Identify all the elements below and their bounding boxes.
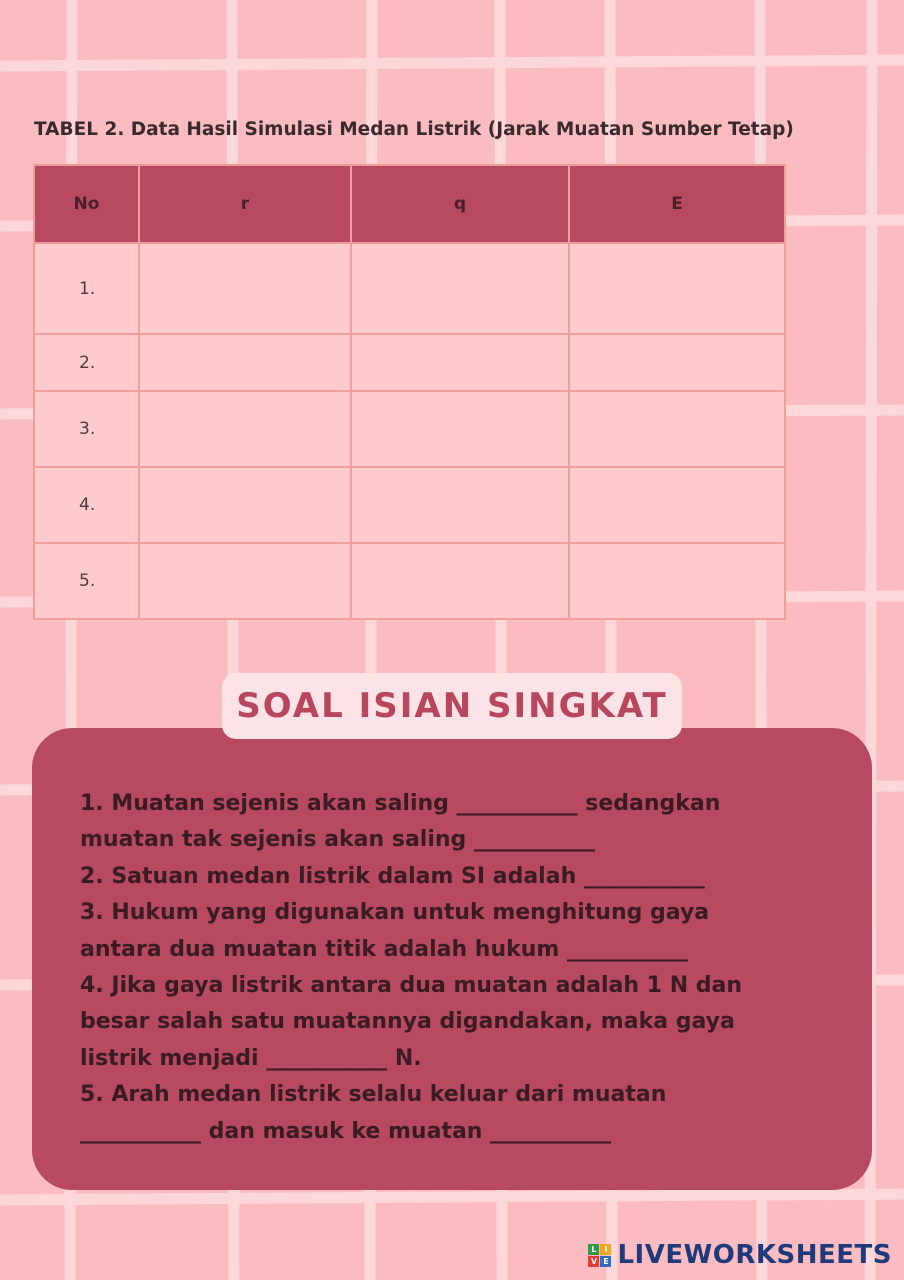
liveworksheets-logo-icon: L I V E bbox=[588, 1244, 611, 1267]
questions-list bbox=[80, 786, 840, 1150]
table-row bbox=[34, 334, 785, 391]
section-heading: SOAL ISIAN SINGKAT bbox=[236, 686, 668, 726]
table-row bbox=[34, 543, 785, 619]
row-number: 4. bbox=[34, 467, 139, 543]
table-row bbox=[34, 467, 785, 543]
column-header-r: r bbox=[139, 165, 351, 243]
brand-name: LIVEWORKSHEETS bbox=[617, 1240, 892, 1270]
question-line: 3. Hukum yang digunakan untuk menghitung gaya bbox=[80, 900, 710, 926]
column-header-no: No bbox=[34, 165, 139, 243]
data-table bbox=[33, 164, 786, 620]
cell-q-input[interactable] bbox=[351, 334, 569, 391]
question-line: 1. Muatan sejenis akan saling ___________ sedangkan bbox=[80, 791, 721, 816]
row-number: 1. bbox=[34, 243, 139, 334]
cell-r-input[interactable] bbox=[139, 467, 351, 543]
cell-q-input[interactable] bbox=[351, 391, 569, 467]
question-line: ___________ dan masuk ke muatan ___________ bbox=[80, 1118, 612, 1144]
table-row bbox=[34, 391, 785, 467]
cell-e-input[interactable] bbox=[569, 334, 785, 391]
cell-e-input[interactable] bbox=[569, 543, 785, 619]
question-line: listrik menjadi ___________ N. bbox=[80, 1045, 422, 1071]
question-line: 2. Satuan medan listrik dalam SI adalah ___________ bbox=[80, 863, 705, 889]
cell-e-input[interactable] bbox=[569, 391, 785, 467]
cell-q-input[interactable] bbox=[351, 243, 569, 334]
cell-e-input[interactable] bbox=[569, 243, 785, 334]
cell-r-input[interactable] bbox=[139, 243, 351, 334]
question-line: 5. Arah medan listrik selalu keluar dari muatan bbox=[80, 1082, 667, 1108]
row-number: 2. bbox=[34, 334, 139, 391]
section-heading-pill bbox=[222, 673, 682, 739]
question-line: muatan tak sejenis akan saling ___________ bbox=[80, 827, 595, 853]
row-number: 5. bbox=[34, 543, 139, 619]
cell-e-input[interactable] bbox=[569, 467, 785, 543]
row-number: 3. bbox=[34, 391, 139, 467]
question-line: 4. Jika gaya listrik antara dua muatan adalah 1 N dan bbox=[80, 972, 743, 998]
table-title: TABEL 2. Data Hasil Simulasi Medan Listrik (Jarak Muatan Sumber Tetap) bbox=[34, 119, 794, 140]
cell-r-input[interactable] bbox=[139, 543, 351, 619]
cell-q-input[interactable] bbox=[351, 543, 569, 619]
question-line: antara dua muatan titik adalah hukum ___________ bbox=[80, 936, 689, 962]
question-line: besar salah satu muatannya digandakan, maka gaya bbox=[80, 1009, 735, 1035]
table-header-row bbox=[34, 165, 785, 243]
cell-r-input[interactable] bbox=[139, 334, 351, 391]
table-row bbox=[34, 243, 785, 334]
liveworksheets-footer bbox=[588, 1240, 892, 1270]
cell-q-input[interactable] bbox=[351, 467, 569, 543]
cell-r-input[interactable] bbox=[139, 391, 351, 467]
column-header-e: E bbox=[569, 165, 785, 243]
column-header-q: q bbox=[351, 165, 569, 243]
